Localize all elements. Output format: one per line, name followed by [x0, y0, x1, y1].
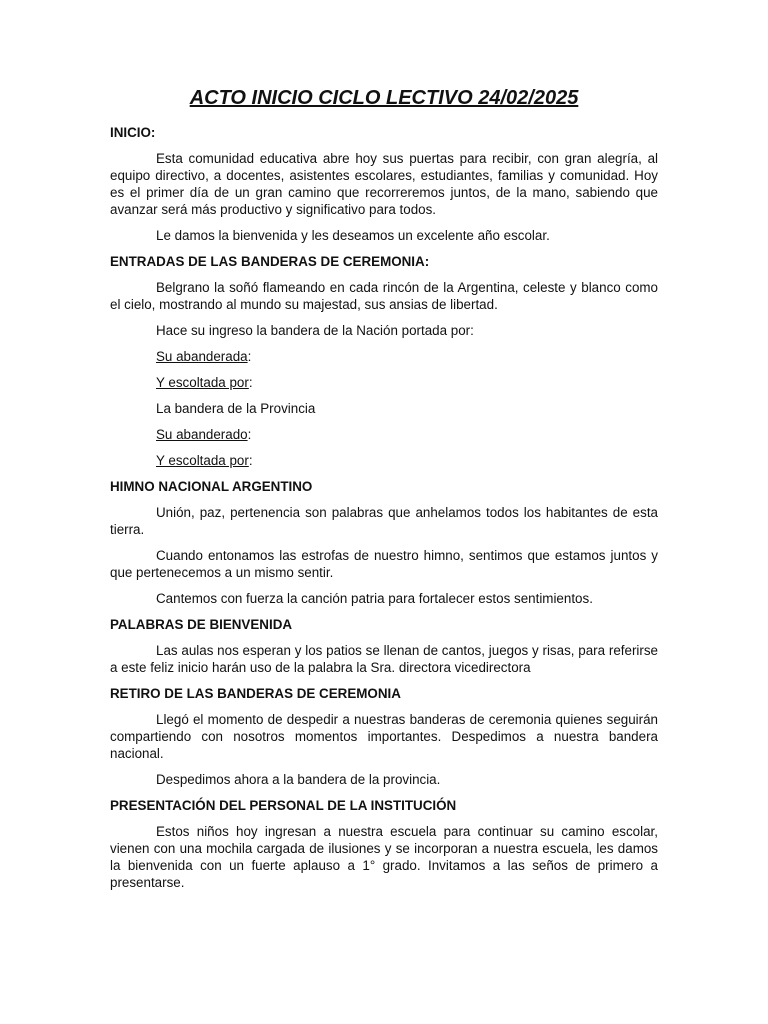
colon: : [247, 427, 252, 442]
label-abanderado: Su abanderado [156, 427, 248, 442]
colon: : [247, 349, 252, 364]
paragraph-entradas-1: Belgrano la soñó flameando en cada rincón de la Argentina, celeste y blanco como el cielo, mostrando al mundo su majestad, sus ansias de libertad. [110, 280, 658, 312]
heading-palabras: PALABRAS DE BIENVENIDA [110, 617, 293, 632]
line-escoltada-2 [110, 452, 658, 469]
paragraph-himno-3: Cantemos con fuerza la canción patria para fortalecer estos sentimientos. [156, 591, 593, 606]
label-escoltada-1: Y escoltada por [156, 375, 249, 390]
line-abanderada [110, 348, 658, 365]
paragraph-entradas-2: Hace su ingreso la bandera de la Nación portada por: [156, 323, 474, 338]
paragraph-retiro-1: Llegó el momento de despedir a nuestras banderas de ceremonia quienes seguirán compartiendo con nosotros momentos importantes. Despedimos a nuestra bandera nacional. [110, 712, 658, 761]
line-provincia: La bandera de la Provincia [156, 401, 316, 416]
paragraph-retiro-2: Despedimos ahora a la bandera de la provincia. [156, 772, 441, 787]
label-escoltada-2: Y escoltada por [156, 453, 249, 468]
heading-inicio: INICIO: [110, 125, 156, 140]
heading-entradas: ENTRADAS DE LAS BANDERAS DE CEREMONIA: [110, 254, 430, 269]
paragraph-himno-1: Unión, paz, pertenencia son palabras que anhelamos todos los habitantes de esta tierra. [110, 505, 658, 537]
heading-presentacion: PRESENTACIÓN DEL PERSONAL DE LA INSTITUCIÓN [110, 798, 457, 813]
colon: : [248, 453, 253, 468]
document-title: ACTO INICIO CICLO LECTIVO 24/02/2025 [189, 87, 579, 109]
paragraph-inicio-1: Esta comunidad educativa abre hoy sus puertas para recibir, con gran alegría, al equipo directivo, a docentes, asistentes escolares, estudiantes, familias y comunidad. Hoy es el primer día de un gran camino que recorreremos juntos, de la mano, sabiendo que avanzar será más productivo y significativo para todos. [110, 151, 658, 217]
paragraph-himno-2: Cuando entonamos las estrofas de nuestro himno, sentimos que estamos juntos y que pertenecemos a un mismo sentir. [110, 548, 658, 580]
line-abanderado [110, 426, 658, 443]
paragraph-presentacion-1: Estos niños hoy ingresan a nuestra escuela para continuar su camino escolar, vienen con una mochila cargada de ilusiones y se incorporan a nuestra escuela, les damos la bienvenida con un fuerte aplauso a 1° grado. Invitamos a las seños de primero a presentarse. [110, 824, 658, 890]
colon: : [248, 375, 253, 390]
label-abanderada: Su abanderada [156, 349, 248, 364]
heading-himno: HIMNO NACIONAL ARGENTINO [110, 479, 313, 494]
paragraph-inicio-2: Le damos la bienvenida y les deseamos un excelente año escolar. [156, 228, 550, 243]
line-escoltada-1 [110, 374, 658, 391]
heading-retiro: RETIRO DE LAS BANDERAS DE CEREMONIA [110, 686, 401, 701]
paragraph-palabras-1: Las aulas nos esperan y los patios se llenan de cantos, juegos y risas, para referirse a este feliz inicio harán uso de la palabra la Sra. directora vicedirectora [110, 643, 658, 675]
document-page [110, 86, 658, 900]
